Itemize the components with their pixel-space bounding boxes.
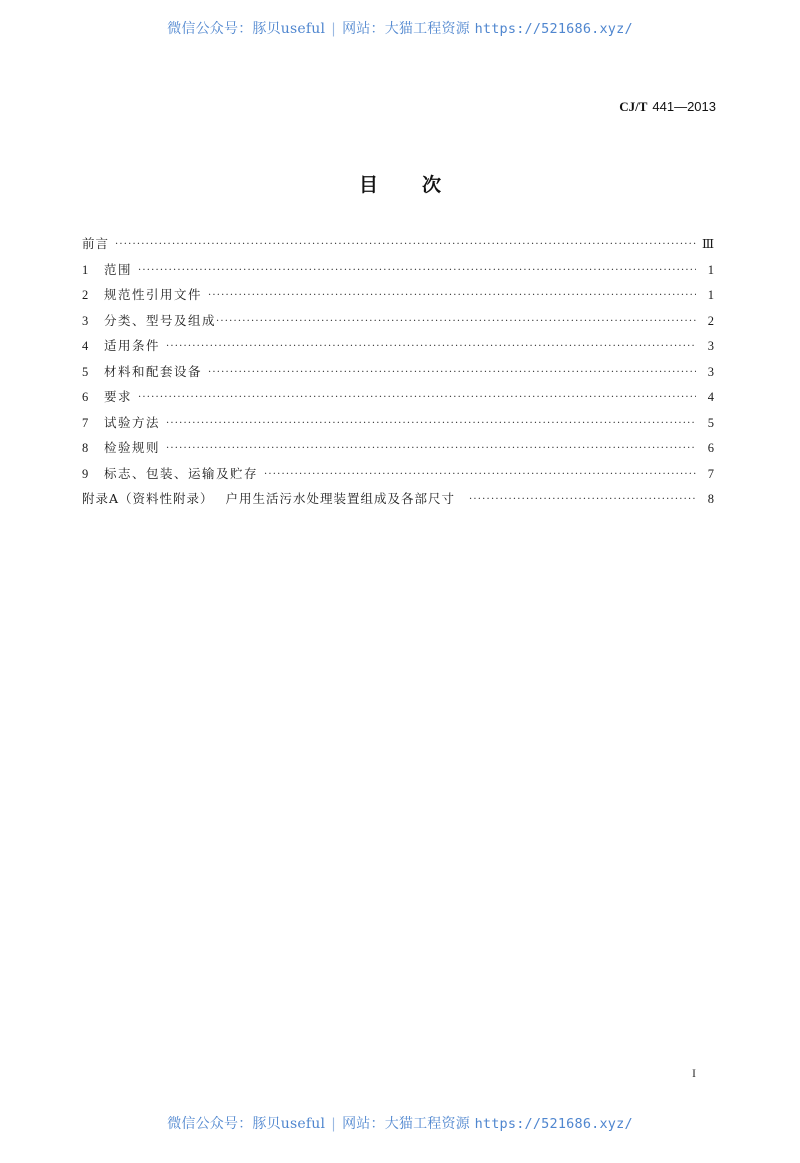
toc-entry-label [82, 489, 455, 507]
toc-entry-page: 1 [707, 262, 714, 277]
dot-leader [166, 418, 696, 429]
toc-entry-label: 规范性引用文件 [104, 287, 203, 302]
toc-entry-number: 9 [82, 466, 89, 481]
watermark-wechat: 微信公众号：豚贝useful [167, 21, 326, 37]
toc-entry-page: 8 [707, 492, 714, 506]
toc-entry-number: 2 [82, 288, 89, 302]
toc-entry-number: 6 [82, 390, 89, 404]
dot-leader [264, 469, 696, 480]
toc-entry-7[interactable] [82, 413, 714, 439]
toc-title: 目次 [358, 174, 485, 196]
dot-leader [115, 239, 696, 250]
toc-entry-4[interactable] [82, 336, 714, 362]
toc-entry-3[interactable] [82, 311, 714, 337]
toc-entry-number: 8 [82, 441, 89, 455]
dot-leader [166, 341, 696, 352]
dot-leader [208, 290, 696, 301]
toc-entry-label: 试验方法 [104, 414, 161, 430]
watermark-url[interactable]: https://521686.xyz/ [474, 1116, 633, 1132]
standard-code [619, 99, 716, 115]
toc-entry-page: 7 [707, 466, 714, 481]
toc-entry-number: 5 [82, 364, 89, 379]
dot-leader [216, 316, 696, 327]
toc-entry-label: 标志、包装、运输及贮存 [104, 465, 259, 481]
standard-prefix: CJ/T [619, 99, 648, 114]
toc-entry-number: 7 [82, 415, 89, 430]
toc-entry-label: 要求 [104, 389, 133, 404]
toc-entry-page: 1 [707, 288, 714, 302]
watermark-site: 网站：大猫工程资源 [342, 21, 470, 37]
toc-entry-label: 范围 [104, 261, 133, 277]
dot-leader [208, 367, 696, 378]
toc-entry-page: 3 [707, 339, 714, 353]
toc-entry-page: 5 [707, 415, 714, 430]
page-number: I [692, 1066, 696, 1080]
appendix-title: 户用生活污水处理装置组成及各部尺寸 [225, 491, 456, 506]
toc-entry-label: 检验规则 [104, 440, 161, 455]
toc-entry-label: 分类、型号及组成 [104, 312, 217, 328]
dot-leader [166, 443, 696, 454]
watermark-separator: | [331, 21, 337, 37]
watermark-url[interactable]: https://521686.xyz/ [474, 21, 633, 37]
appendix-label: 附录A（资料性附录） [82, 491, 214, 506]
watermark-separator: | [331, 1116, 337, 1132]
toc-entry-page: Ⅲ [701, 237, 714, 251]
toc-entry-page: 3 [707, 364, 714, 379]
toc-entry-9[interactable] [82, 464, 714, 490]
table-of-contents [82, 234, 714, 515]
toc-entry-1[interactable] [82, 260, 714, 286]
toc-entry-page: 6 [707, 441, 714, 455]
toc-entry-label: 适用条件 [104, 338, 161, 353]
watermark-site: 网站：大猫工程资源 [342, 1116, 470, 1132]
watermark-top [0, 18, 800, 38]
toc-entry-number: 3 [82, 313, 89, 328]
toc-entry-label: 材料和配套设备 [104, 363, 203, 379]
watermark-wechat: 微信公众号：豚贝useful [167, 1116, 326, 1132]
toc-entry-number: 1 [82, 262, 89, 277]
toc-entry-page: 2 [707, 313, 714, 328]
toc-entry-5[interactable] [82, 362, 714, 388]
toc-entry-label: 前言 [82, 236, 110, 251]
toc-entry-8[interactable] [82, 438, 714, 464]
standard-number: 441—2013 [652, 99, 716, 114]
toc-entry-appendix-a[interactable] [82, 489, 714, 515]
dot-leader [469, 494, 696, 505]
toc-entry-foreword[interactable] [82, 234, 714, 260]
toc-entry-page: 4 [707, 390, 714, 404]
toc-entry-number: 4 [82, 339, 89, 353]
dot-leader [138, 265, 696, 276]
dot-leader [138, 392, 696, 403]
toc-entry-6[interactable] [82, 387, 714, 413]
toc-entry-2[interactable] [82, 285, 714, 311]
watermark-bottom [0, 1113, 800, 1133]
